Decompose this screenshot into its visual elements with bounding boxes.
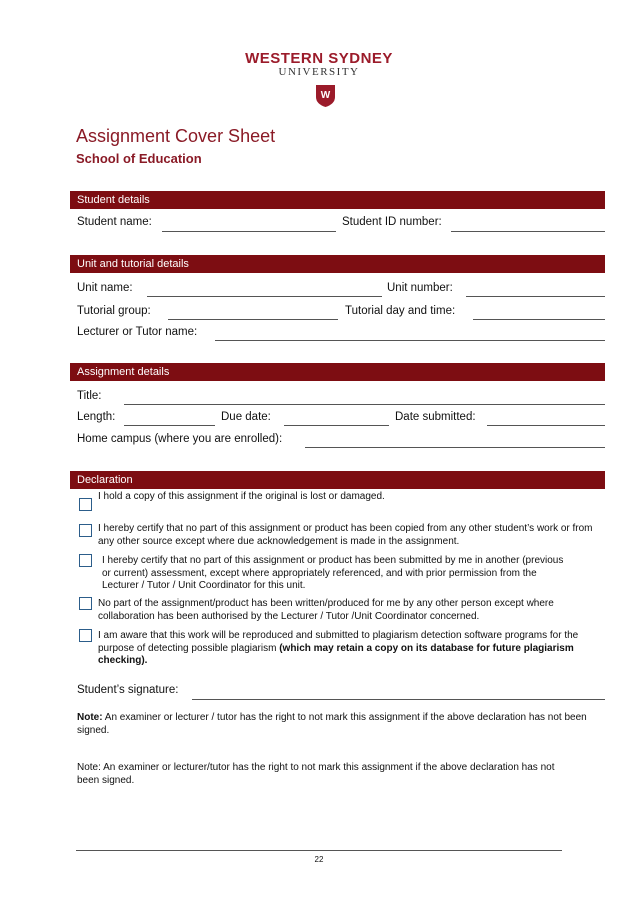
declaration-text-5-main: I am aware that this work will be reproduced and submitted to plagiarism detection software programs for the purpose of detecting possible plagiarism — [98, 630, 579, 654]
page-number: 22 — [314, 855, 324, 864]
date-submitted-field[interactable] — [487, 425, 605, 426]
declaration-checkbox-3[interactable] — [79, 554, 92, 567]
section-header-declaration: Declaration — [70, 471, 605, 489]
section-header-unit-details: Unit and tutorial details — [70, 255, 605, 273]
section-header-assignment-details: Assignment details — [70, 363, 605, 381]
student-name-label: Student name: — [77, 216, 152, 228]
signature-label: Student’s signature: — [77, 684, 179, 696]
declaration-checkbox-4[interactable] — [79, 597, 92, 610]
note-1-text: An examiner or lecturer / tutor has the right to not mark this assignment if the above declaration has not been signed. — [77, 712, 587, 736]
university-name: WESTERN SYDNEY — [245, 50, 393, 67]
tutorial-group-label: Tutorial group: — [77, 305, 151, 317]
declaration-text-3: I hereby certify that no part of this assignment or product has been submitted by me in another (previous or current) assessment, except where appropriately referenced, and with prior permission from the Lecturer / Tutor / Unit Coordinator for this unit. — [102, 555, 564, 591]
declaration-text-5-bold: (which may retain a copy on its database for future plagiarism checking). — [98, 642, 574, 666]
home-campus-label: Home campus (where you are enrolled): — [77, 433, 283, 445]
shield-letter: W — [320, 90, 331, 101]
declaration-text-5 — [98, 630, 603, 668]
declaration-text-4: No part of the assignment/product has been written/produced for me by any other person except where collaboration has been authorised by the Lecturer / Tutor /Unit Coordinator concerned. — [98, 598, 554, 622]
length-field[interactable] — [124, 425, 215, 426]
university-shield-icon — [316, 85, 335, 107]
note-1-label: Note: — [77, 712, 103, 723]
length-label: Length: — [77, 411, 116, 423]
due-date-field[interactable] — [284, 425, 389, 426]
lecturer-label: Lecturer or Tutor name: — [77, 326, 198, 338]
unit-name-field[interactable] — [147, 296, 382, 297]
lecturer-field[interactable] — [215, 340, 605, 341]
page-subtitle: School of Education — [76, 151, 202, 166]
date-submitted-label: Date submitted: — [395, 411, 476, 423]
section-header-student-details: Student details — [70, 191, 605, 209]
unit-number-label: Unit number: — [387, 282, 453, 294]
student-id-label: Student ID number: — [342, 216, 442, 228]
university-subtitle: UNIVERSITY — [278, 66, 360, 78]
declaration-checkbox-1[interactable] — [79, 498, 92, 511]
title-label: Title: — [77, 390, 102, 402]
tutorial-day-field[interactable] — [473, 319, 605, 320]
declaration-checkbox-2[interactable] — [79, 524, 92, 537]
student-name-field[interactable] — [162, 231, 336, 232]
unit-name-label: Unit name: — [77, 282, 133, 294]
note-1 — [77, 711, 605, 737]
student-id-field[interactable] — [451, 231, 605, 232]
home-campus-field[interactable] — [305, 447, 605, 448]
tutorial-group-field[interactable] — [168, 319, 338, 320]
unit-number-field[interactable] — [466, 296, 605, 297]
tutorial-day-label: Tutorial day and time: — [345, 305, 456, 317]
footer-divider — [76, 850, 562, 851]
title-field[interactable] — [124, 404, 605, 405]
signature-field[interactable] — [192, 699, 605, 700]
page-title: Assignment Cover Sheet — [76, 126, 276, 146]
due-date-label: Due date: — [221, 411, 271, 423]
note-2: Note: An examiner or lecturer/tutor has the right to not mark this assignment if the above declaration has not been signed. — [77, 762, 555, 786]
declaration-text-2: I hereby certify that no part of this assignment or product has been copied from any other student’s work or from any other source except where due acknowledgement is made in the assignment. — [98, 523, 593, 547]
declaration-checkbox-5[interactable] — [79, 629, 92, 642]
declaration-text-1: I hold a copy of this assignment if the original is lost or damaged. — [98, 491, 385, 502]
